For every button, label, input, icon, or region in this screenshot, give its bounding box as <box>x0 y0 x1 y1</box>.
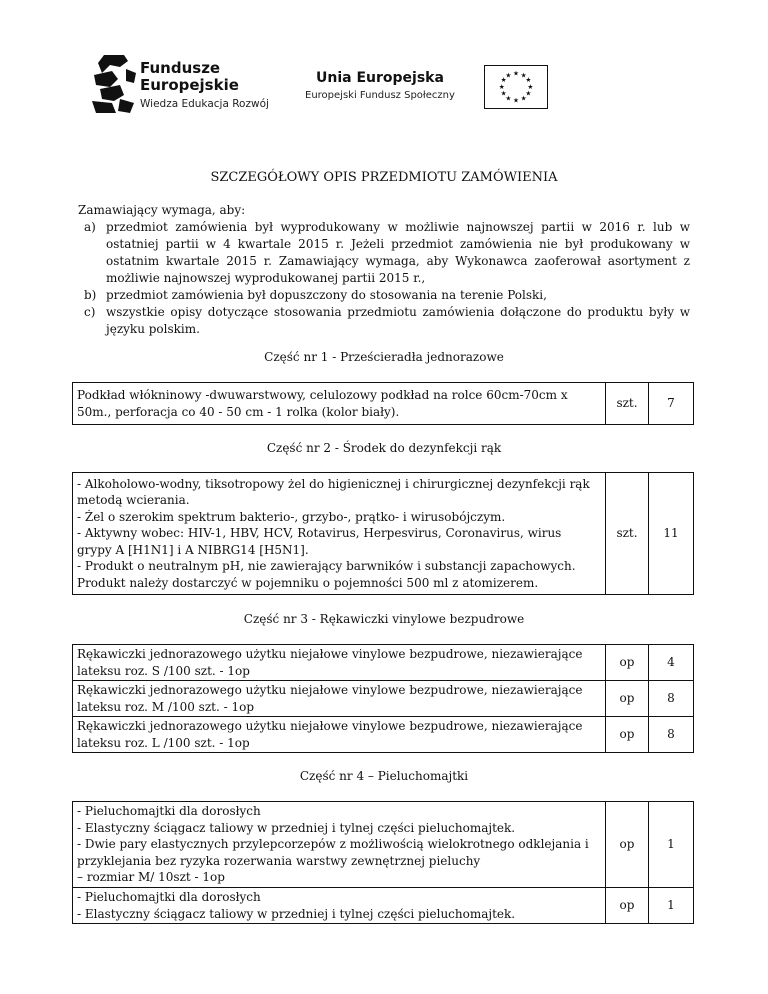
item-quantity: 7 <box>649 383 694 425</box>
description-line: Rękawiczki jednorazowego użytku niejałowe vinylowe bezpudrowe, niezawierające <box>77 647 583 661</box>
part-3-table <box>72 644 694 753</box>
description-line: - Elastyczny ściągacz taliowy w przedniej i tylnej części pieluchomajtek. <box>77 906 516 921</box>
description-line: lateksu roz. S /100 szt. - 1op <box>77 663 250 678</box>
item-quantity: 1 <box>649 888 694 924</box>
requirement-marker: b) <box>84 288 97 302</box>
item-unit: op <box>606 681 649 717</box>
item-unit: op <box>606 645 649 681</box>
description-line: - Aktywny wobec: HIV-1, HBV, HCV, Rotavirus, Herpesvirus, Coronavirus, wirus <box>77 526 562 541</box>
item-unit: op <box>606 802 649 888</box>
requirements-intro: Zamawiający wymaga, aby: <box>78 203 246 217</box>
description-line: Produkt należy dostarczyć w pojemniku o pojemności 500 ml z atomizerem. <box>77 575 539 590</box>
svg-text:★: ★ <box>505 94 512 103</box>
description-line: przyklejania bez ryzyka rozerwania warstwy zewnętrznej pieluchy <box>77 853 481 868</box>
description-line: Rękawiczki jednorazowego użytku niejałowe vinylowe bezpudrowe, niezawierające <box>77 683 583 697</box>
table-row <box>73 888 694 924</box>
requirements-list <box>78 219 690 338</box>
table-row <box>73 802 694 888</box>
part-2-heading: Część nr 2 - Środek do dezynfekcji rąk <box>266 441 502 455</box>
requirements-section <box>78 202 690 338</box>
item-description <box>73 645 606 681</box>
eu-logo-subtitle: Europejski Fundusz Społeczny <box>305 90 455 101</box>
item-quantity: 4 <box>649 645 694 681</box>
table-row <box>73 645 694 681</box>
item-unit: op <box>606 717 649 753</box>
table-row <box>73 681 694 717</box>
svg-text:★: ★ <box>525 76 532 85</box>
description-line: lateksu roz. M /100 szt. - 1op <box>77 699 255 714</box>
part-1-heading: Część nr 1 - Prześcieradła jednorazowe <box>264 350 504 364</box>
item-description <box>73 888 606 924</box>
description-line: - Dwie pary elastycznych przylepcorzepów z możliwością wielokrotnego odklejania i <box>77 837 589 852</box>
description-line: - Alkoholowo-wodny, tiksotropowy żel do higienicznej i chirurgicznej dezynfekcji rąk <box>77 476 590 491</box>
part-1-table <box>72 382 694 425</box>
svg-text:★: ★ <box>520 71 527 80</box>
description-line: – rozmiar M/ 10szt - 1op <box>77 870 225 885</box>
fe-logo-line2: Europejskie <box>140 76 239 94</box>
description-line: - Pieluchomajtki dla dorosłych <box>77 890 261 904</box>
document-title: SZCZEGÓŁOWY OPIS PRZEDMIOTU ZAMÓWIENIA <box>210 170 558 185</box>
svg-text:★: ★ <box>500 89 507 98</box>
item-quantity: 8 <box>649 717 694 753</box>
part-2-table <box>72 472 694 595</box>
item-description <box>73 473 606 595</box>
eu-flag-icon <box>484 65 548 109</box>
description-line: - Produkt o neutralnym pH, nie zawierający barwników i substancji zapachowych. <box>77 559 576 574</box>
table-row <box>73 383 694 425</box>
requirement-marker: a) <box>84 220 96 234</box>
svg-text:★: ★ <box>527 82 534 91</box>
table-row <box>73 473 694 595</box>
item-description <box>73 717 606 753</box>
requirement-text: wszystkie opisy dotyczące stosowania przedmiotu zamówienia dołączone do produktu były w języku polskim. <box>106 305 690 336</box>
item-quantity: 1 <box>649 802 694 888</box>
description-line: - Elastyczny ściągacz taliowy w przedniej i tylnej części pieluchomajtek. <box>77 820 516 835</box>
part-3-heading: Część nr 3 - Rękawiczki vinylowe bezpudrowe <box>243 612 525 626</box>
fundusze-europejskie-text <box>140 60 269 110</box>
description-line: metodą wcierania. <box>77 493 190 508</box>
item-unit: szt. <box>606 473 649 595</box>
description-line: Rękawiczki jednorazowego użytku niejałowe vinylowe bezpudrowe, niezawierające <box>77 719 583 733</box>
requirement-text: przedmiot zamówienia był wyprodukowany w możliwie najnowszej partii w 2016 r. lub w ostatniej partii w 4 kwartale 2015 r. Jeżeli przedmiot zamówienia nie był produkowany w ostatnim kwartale 2015 r. Zamawiający wymaga, aby Wykonawca zaoferował asortyment z możliwie najnowszej wyprodukowanej partii 2015 r., <box>106 220 690 285</box>
item-unit: op <box>606 888 649 924</box>
requirement-text: przedmiot zamówienia był dopuszczony do stosowania na terenie Polski, <box>106 288 547 302</box>
description-line: - Pieluchomajtki dla dorosłych <box>77 804 261 819</box>
description-line: - Żel o szerokim spektrum bakterio-, grzybo-, prątko- i wirusobójczym. <box>77 509 506 524</box>
fundusze-europejskie-logo-icon <box>90 55 138 113</box>
fe-logo-line1: Fundusze <box>140 59 221 77</box>
description-line: Podkład włókninowy -dwuwarstwowy, celulozowy podkład na rolce 60cm-70cm x <box>77 388 568 402</box>
description-line: lateksu roz. L /100 szt. - 1op <box>77 735 250 750</box>
eu-logo-title: Unia Europejska <box>316 70 444 86</box>
svg-text:★: ★ <box>513 69 519 78</box>
svg-text:★: ★ <box>500 76 507 85</box>
svg-text:★: ★ <box>505 71 512 80</box>
description-line: grypy A [H1N1] i A NIBRG14 [H5N1]. <box>77 542 309 557</box>
item-unit: szt. <box>606 383 649 425</box>
item-quantity: 11 <box>649 473 694 595</box>
requirement-item <box>78 287 690 304</box>
part-4-heading: Część nr 4 – Pieluchomajtki <box>299 769 469 783</box>
svg-text:★: ★ <box>498 82 505 91</box>
description-line: 50m., perforacja co 40 - 50 cm - 1 rolka (kolor biały). <box>77 404 400 419</box>
svg-text:★: ★ <box>513 96 519 105</box>
requirement-item <box>78 219 690 287</box>
item-description <box>73 681 606 717</box>
table-row <box>73 717 694 753</box>
svg-text:★: ★ <box>520 94 527 103</box>
item-description <box>73 383 606 425</box>
requirement-item <box>78 304 690 338</box>
item-quantity: 8 <box>649 681 694 717</box>
fe-logo-subtitle: Wiedza Edukacja Rozwój <box>140 98 269 110</box>
requirement-marker: c) <box>84 305 96 319</box>
eu-logo-text <box>305 70 455 101</box>
part-4-table <box>72 801 694 924</box>
svg-text:★: ★ <box>525 89 532 98</box>
item-description <box>73 802 606 888</box>
header-logos <box>0 0 768 130</box>
